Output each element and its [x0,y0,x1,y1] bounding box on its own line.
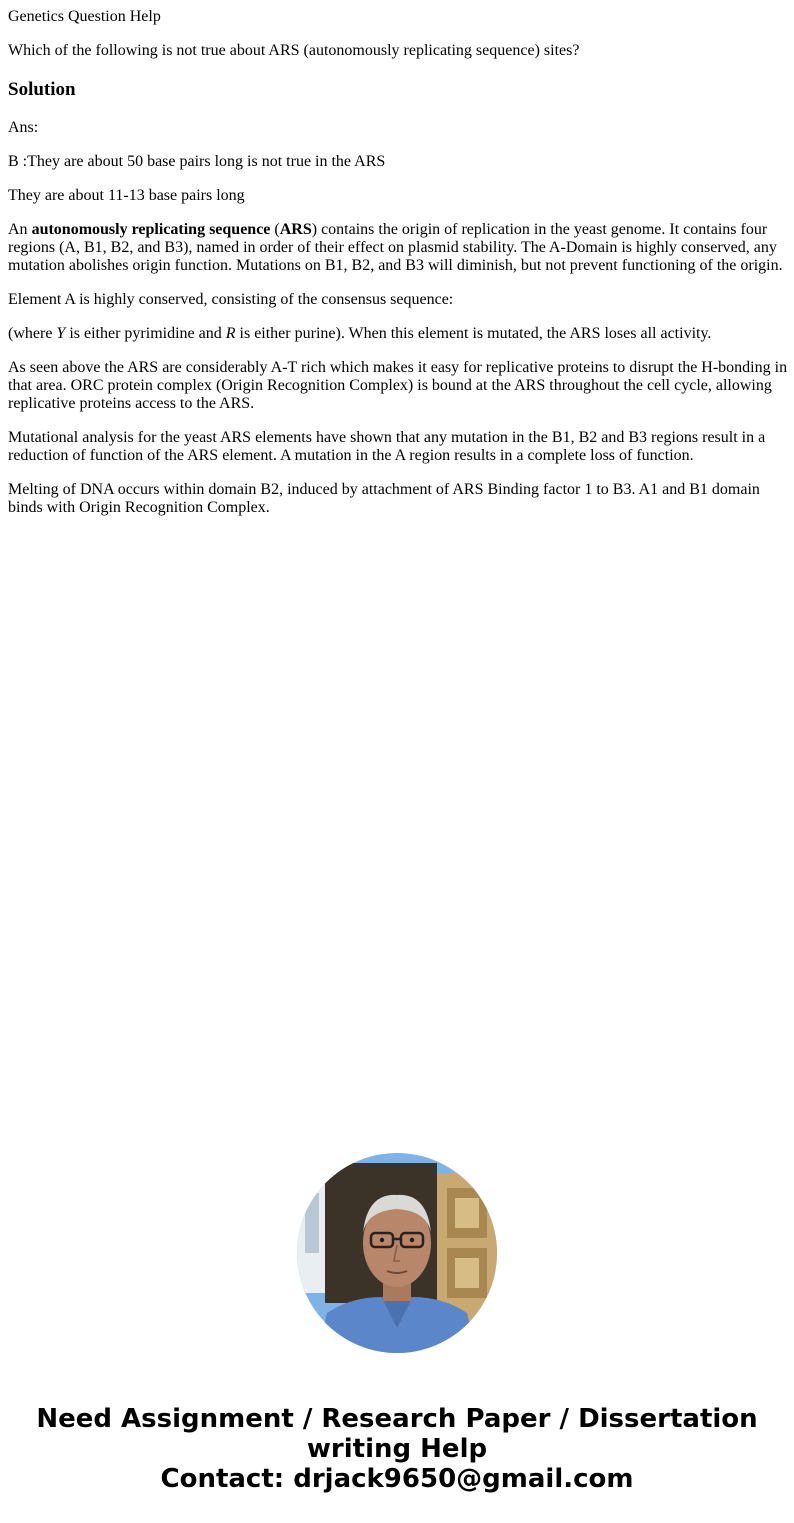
element-line: Element A is highly conserved, consisting of the consensus sequence: [8,291,454,308]
avatar-portrait [297,1153,497,1353]
promo-contact[interactable]: Contact: drjack9650@gmail.com [160,1464,634,1494]
answer-line: B :They are about 50 base pairs long is not true in the ARS [8,153,386,170]
length-line: They are about 11-13 base pairs long [8,187,245,204]
solution-heading: Solution [8,79,76,100]
ars-abbr: ARS [279,221,312,238]
where-part3: is either purine). When this element is mutated, the ARS loses all activity. [235,325,712,342]
ans-label: Ans: [8,119,39,136]
question-text: Which of the following is not true about ARS (autonomously replicating sequence) sites? [8,42,580,59]
seen-paragraph: As seen above the ARS are considerably A-T rich which makes it easy for replicative proteins to disrupt the H-bonding in that area. ORC protein complex (Origin Recognition Complex) is bound at the ARS throughout the cell cycle, allowing replicative proteins access to the ARS. [8,359,788,412]
where-part1: (where [8,325,57,342]
where-y: Y [56,325,66,342]
page-title: Genetics Question Help [8,8,161,25]
promo-line-2: writing Help [306,1434,488,1464]
mutation-paragraph: Mutational analysis for the yeast ARS elements have shown that any mutation in the B1, B2 and B3 regions result in a reduction of function of the ARS element. A mutation in the A region results in a complete loss of function. [8,429,766,464]
where-r: R [225,325,236,342]
ars-paren: ( [270,221,280,238]
where-paragraph [8,325,788,343]
ars-prefix: An [8,221,32,238]
ars-paragraph [8,221,788,275]
ars-term: autonomously replicating sequence [31,221,271,238]
melting-paragraph: Melting of DNA occurs within domain B2, induced by attachment of ARS Binding factor 1 to B3. A1 and B1 domain binds with Origin Recognition Complex. [8,481,760,516]
avatar [297,1153,497,1353]
promo-banner [0,1404,794,1494]
promo-line-1: Need Assignment / Research Paper / Dissertation [36,1404,758,1434]
ars-rest: ) contains the origin of replication in the yeast genome. It contains four regions (A, B1, B2, and B3), named in order of their effect on plasmid stability. The A-Domain is highly conserved, any mutation abolishes origin function. Mutations on B1, B2, and B3 will diminish, but not prevent functioning of the origin. [8,221,783,274]
where-part2: is either pyrimidine and [65,325,226,342]
